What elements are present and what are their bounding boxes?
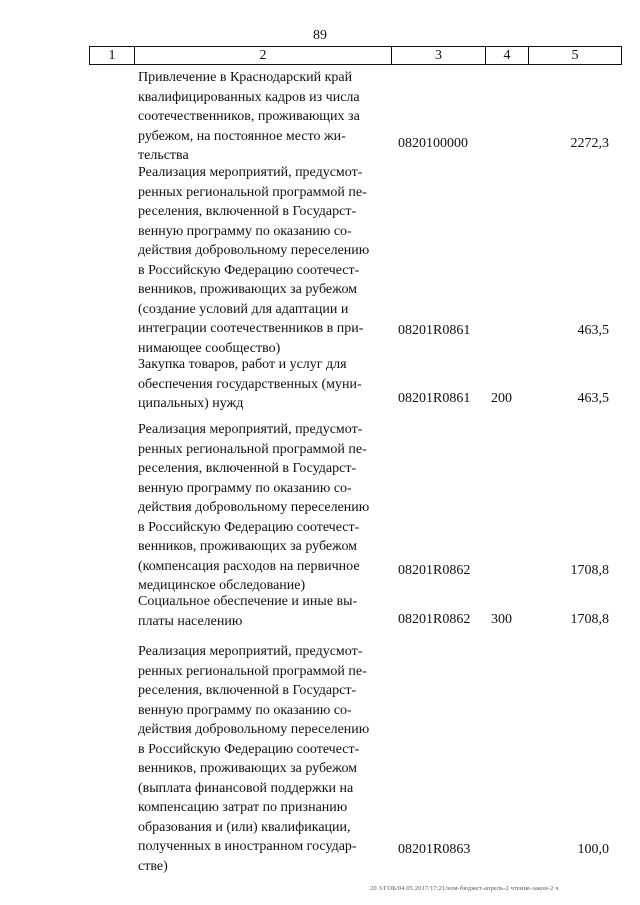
column-header-table (89, 46, 622, 65)
page-number: 89 (313, 28, 327, 43)
row-description: Реализация мероприятий, предусмот- ренных региональной программой пе- реселения, включенной в Государст- венную программу по оказанию со- действия добровольному переселению в Российскую Федерацию соотечест- венников, проживающих за рубежом (компенсация расходов на первичное медицинское обследование) (138, 422, 370, 593)
column-header-3: 3 (392, 47, 486, 65)
row-amount: 100,0 (577, 842, 609, 857)
row-code: 08201R0862 (398, 612, 471, 627)
row-amount: 463,5 (577, 391, 609, 406)
row-code: 0820100000 (398, 136, 468, 151)
row-description: Закупка товаров, работ и услуг для обеспечения государственных (муни- ципальных) нужд (138, 357, 362, 411)
row-vr: 200 (491, 391, 512, 406)
row-vr: 300 (491, 612, 512, 627)
row-description: Социальное обеспечение и иные вы- платы населению (138, 594, 358, 629)
column-header-5: 5 (529, 47, 622, 65)
column-header-2: 2 (135, 47, 392, 65)
row-description: Реализация мероприятий, предусмот- ренных региональной программой пе- реселения, включенной в Государст- венную программу по оказанию со- действия добровольному переселению в Российскую Федерацию соотечест- венников, проживающих за рубежом (выплата финансовой поддержки на компенсацию затрат по признанию образования и (или) квалификации, полученных в иностранном государ- стве) (138, 644, 370, 874)
row-amount: 1708,8 (570, 563, 609, 578)
column-header-4: 4 (486, 47, 529, 65)
row-code: 08201R0862 (398, 563, 471, 578)
row-amount: 1708,8 (570, 612, 609, 627)
row-code: 08201R0861 (398, 391, 471, 406)
footer-stamp: 20 3/ГОБ/04.05.2017/17:21/изм-бюджет-апрель-2 чтение-закон-2 ч (370, 885, 559, 892)
row-amount: 463,5 (577, 323, 609, 338)
row-description: Реализация мероприятий, предусмот- ренных региональной программой пе- реселения, включенной в Государст- венную программу по оказанию со- действия добровольному переселению в Российскую Федерацию соотечест- венников, проживающих за рубежом (создание условий для адаптации и интеграции соотечественников в при- нимающее сообщество) (138, 165, 370, 356)
column-header-1: 1 (90, 47, 135, 65)
row-code: 08201R0861 (398, 323, 471, 338)
row-code: 08201R0863 (398, 842, 471, 857)
row-amount: 2272,3 (570, 136, 609, 151)
row-description: Привлечение в Краснодарский край квалифицированных кадров из числа соотечественников, проживающих за рубежом, на постоянное место жи- тельства (138, 70, 360, 163)
